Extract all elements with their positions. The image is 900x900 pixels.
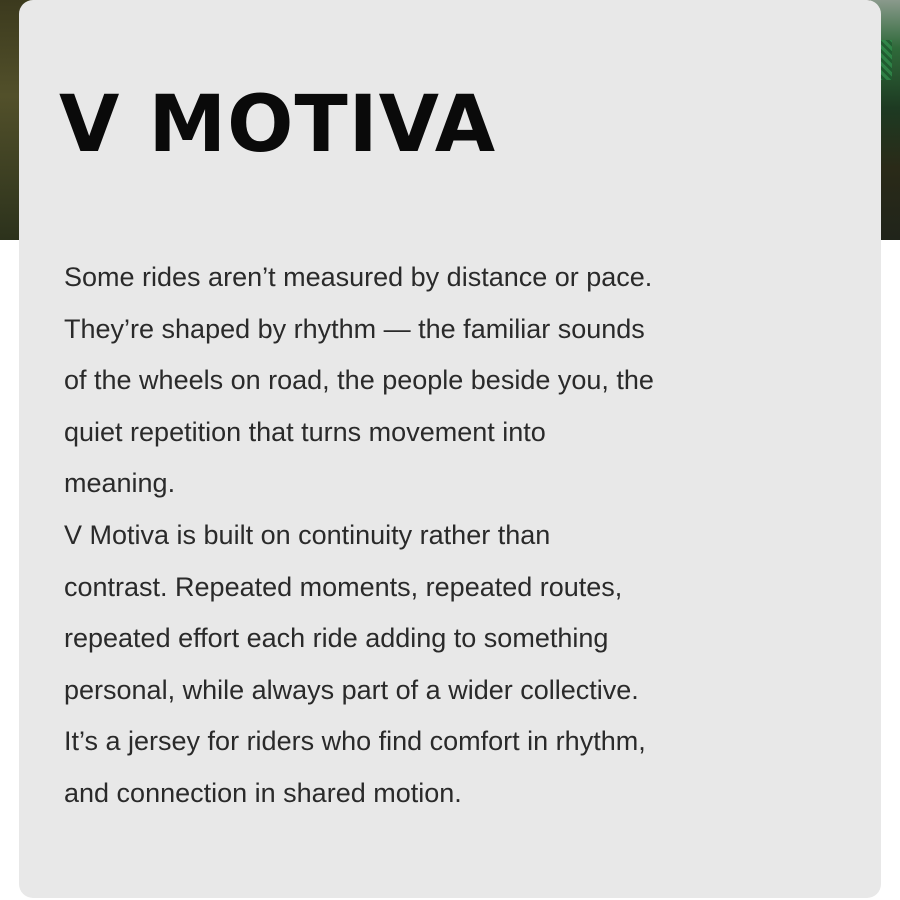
description-line: and connection in shared motion.	[64, 777, 462, 808]
description-line: personal, while always part of a wider collective.	[64, 674, 639, 705]
description-line: quiet repetition that turns movement into	[64, 416, 546, 447]
description-line: It’s a jersey for riders who find comfort in rhythm,	[64, 726, 646, 757]
product-description-card	[19, 0, 881, 898]
product-description	[64, 252, 854, 820]
description-line: repeated effort each ride adding to something	[64, 623, 609, 654]
description-line: Some rides aren’t measured by distance or pace.	[64, 262, 653, 292]
description-line: They’re shaped by rhythm — the familiar sounds	[64, 313, 645, 344]
description-line: contrast. Repeated moments, repeated routes,	[64, 571, 623, 602]
description-line: meaning.	[64, 468, 176, 499]
product-title: V MOTIVA	[59, 80, 497, 170]
description-line: V Motiva is built on continuity rather than	[64, 519, 551, 550]
description-line: of the wheels on road, the people beside you, the	[64, 365, 654, 396]
